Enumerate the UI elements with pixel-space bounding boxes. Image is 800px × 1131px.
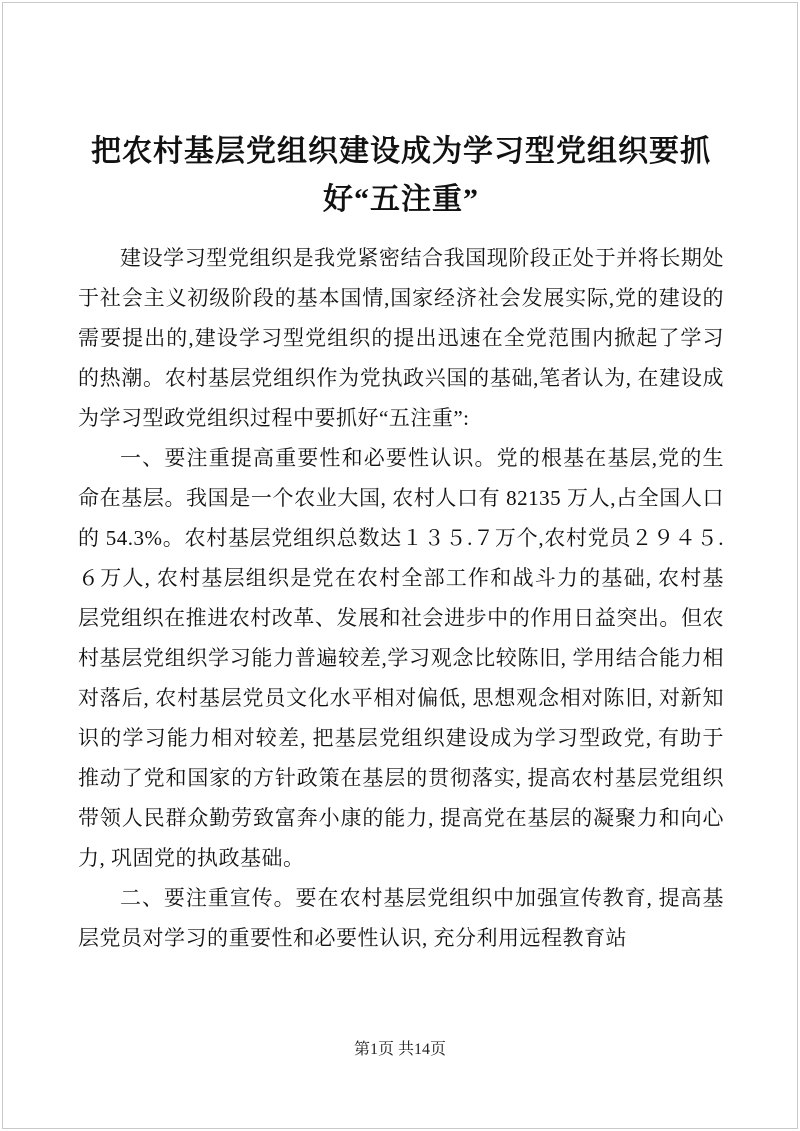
document-body	[78, 128, 724, 958]
page-footer	[0, 1036, 800, 1059]
document-title: 把农村基层党组织建设成为学习型党组织要抓好“五注重”	[91, 135, 711, 216]
paragraph-point-one: 一、要注重提高重要性和必要性认识。党的根基在基层,党的生命在基层。我国是一个农业大国, 农村人口有 82135 万人,占全国人口的 54.3%。农村基层党组织总数达１３５.７万个,农村党员２９４５.６万人, 农村基层组织是党在农村全部工作和战斗力的基础, 农村基层党组织在推进农村改革、发展和社会进步中的作用日益突出。但农村基层党组织学习能力普遍较差,学习观念比较陈旧, 学用结合能力相对落后, 农村基层党员文化水平相对偏低, 思想观念相对陈旧, 对新知识的学习能力相对较差, 把基层党组织建设成为学习型政党, 有助于推动了党和国家的方针政策在基层的贯彻落实, 提高农村基层党组织带领人民群众勤劳致富奔小康的能力, 提高党在基层的凝聚力和向心力, 巩固党的执政基础。	[78, 446, 724, 870]
paragraph-point-two: 二、要注重宣传。要在农村基层党组织中加强宣传教育, 提高基层党员对学习的重要性和必要性认识, 充分利用远程教育站	[78, 886, 724, 950]
paragraph-intro: 建设学习型党组织是我党紧密结合我国现阶段正处于并将长期处于社会主义初级阶段的基本国情,国家经济社会发展实际,党的建设的需要提出的,建设学习型党组织的提出迅速在全党范围内掀起了学习的热潮。农村基层党组织作为党执政兴国的基础,笔者认为, 在建设成为学习型政党组织过程中要抓好“五注重”:	[78, 246, 724, 430]
page-number-label: 第1页 共14页	[353, 1041, 446, 1058]
